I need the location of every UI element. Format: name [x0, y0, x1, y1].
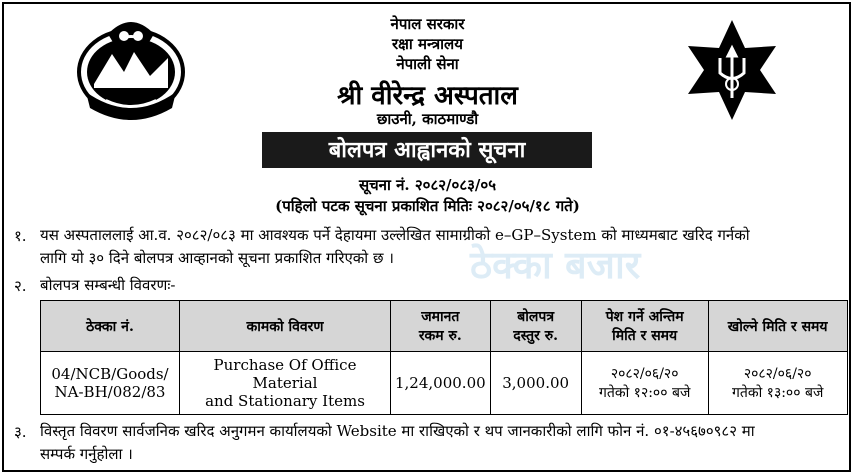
col-opening-date: खोल्ने मिति र समय — [708, 301, 847, 352]
col-contract-no: ठेक्का नं. — [41, 301, 180, 352]
cell-opening-date — [708, 352, 847, 415]
description-line2: and Stationary Items — [205, 392, 365, 410]
col-fee-line1: बोलपत्र — [517, 309, 555, 325]
col-deadline-line1: पेश गर्ने अन्तिम — [605, 309, 684, 325]
para3-number: ३. — [14, 423, 27, 441]
opening-date: २०८२/०६/२० — [743, 366, 812, 382]
government-name: नेपाल सरकार — [390, 15, 465, 33]
para1-line1: यस अस्पताललाई आ.व. २०८२/०८३ मा आवश्यक पर्ने देहायमा उल्लेखित सामाग्रीको e–GP–System को माध्यमबाट खरिद गर्नको — [40, 226, 750, 244]
deadline-date: २०८२/०६/२० — [610, 366, 679, 382]
col-fee-line2: दस्तुर रु. — [513, 328, 559, 344]
deadline-time: गतेको १२:०० बजे — [598, 385, 691, 401]
hospital-name: श्री वीरेन्द्र अस्पताल — [337, 81, 518, 111]
para1-number: १. — [14, 227, 27, 245]
col-security-amount — [391, 301, 491, 352]
description-line1: Purchase Of Office Material — [213, 356, 357, 392]
ministry-name: रक्षा मन्त्रालय — [392, 35, 463, 53]
table-header-row — [41, 301, 848, 352]
col-security-line2: रकम रु. — [418, 328, 462, 344]
hospital-location: छाउनी, काठमाण्डौ — [376, 110, 479, 128]
para3-text — [40, 420, 755, 466]
cell-description — [180, 352, 391, 415]
cell-submission-deadline — [581, 352, 708, 415]
cell-tender-fee: 3,000.00 — [490, 352, 581, 415]
opening-time: गतेको १३:०० बजे — [731, 385, 824, 401]
col-description: कामको विवरण — [180, 301, 391, 352]
tender-table — [40, 300, 848, 415]
contract-no-line2: NA-BH/082/83 — [54, 383, 166, 401]
contract-no-line1: 04/NCB/Goods/ — [51, 365, 169, 383]
para2-text: बोलपत्र सम्बन्धी विवरणः- — [40, 276, 176, 294]
col-security-line1: जमानत — [421, 309, 460, 325]
para3-line2: सम्पर्क गर्नुहोला । — [40, 445, 133, 463]
notice-title-banner: बोलपत्र आह्वानको सूचना — [262, 132, 592, 168]
para1-line2: लागि यो ३० दिने बोलपत्र आव्हानको सूचना प्रकाशित गरिएको छ । — [40, 249, 394, 267]
para1-text — [40, 224, 750, 270]
col-submission-deadline — [581, 301, 708, 352]
watermark: ठेक्का बजार — [470, 242, 641, 287]
table-row — [41, 352, 848, 415]
cell-contract-no — [41, 352, 180, 415]
first-published-date: (पहिलो पटक सूचना प्रकाशित मितिः २०८२/०५/१८ गते) — [275, 197, 580, 215]
notice-number: सूचना नं. २०८२/०८३/०५ — [358, 176, 497, 194]
col-deadline-line2: मिति र समय — [612, 328, 678, 344]
para2-number: २. — [14, 277, 27, 295]
col-tender-fee — [490, 301, 581, 352]
para3-line1: विस्तृत विवरण सार्वजनिक खरिद अनुगमन कार्यालयको Website मा राखिएको र थप जानकारीको लागि फोन नं. ०१-४५६७०९८२ मा — [40, 422, 755, 440]
cell-security-amount: 1,24,000.00 — [391, 352, 491, 415]
army-name: नेपाली सेना — [396, 55, 459, 73]
